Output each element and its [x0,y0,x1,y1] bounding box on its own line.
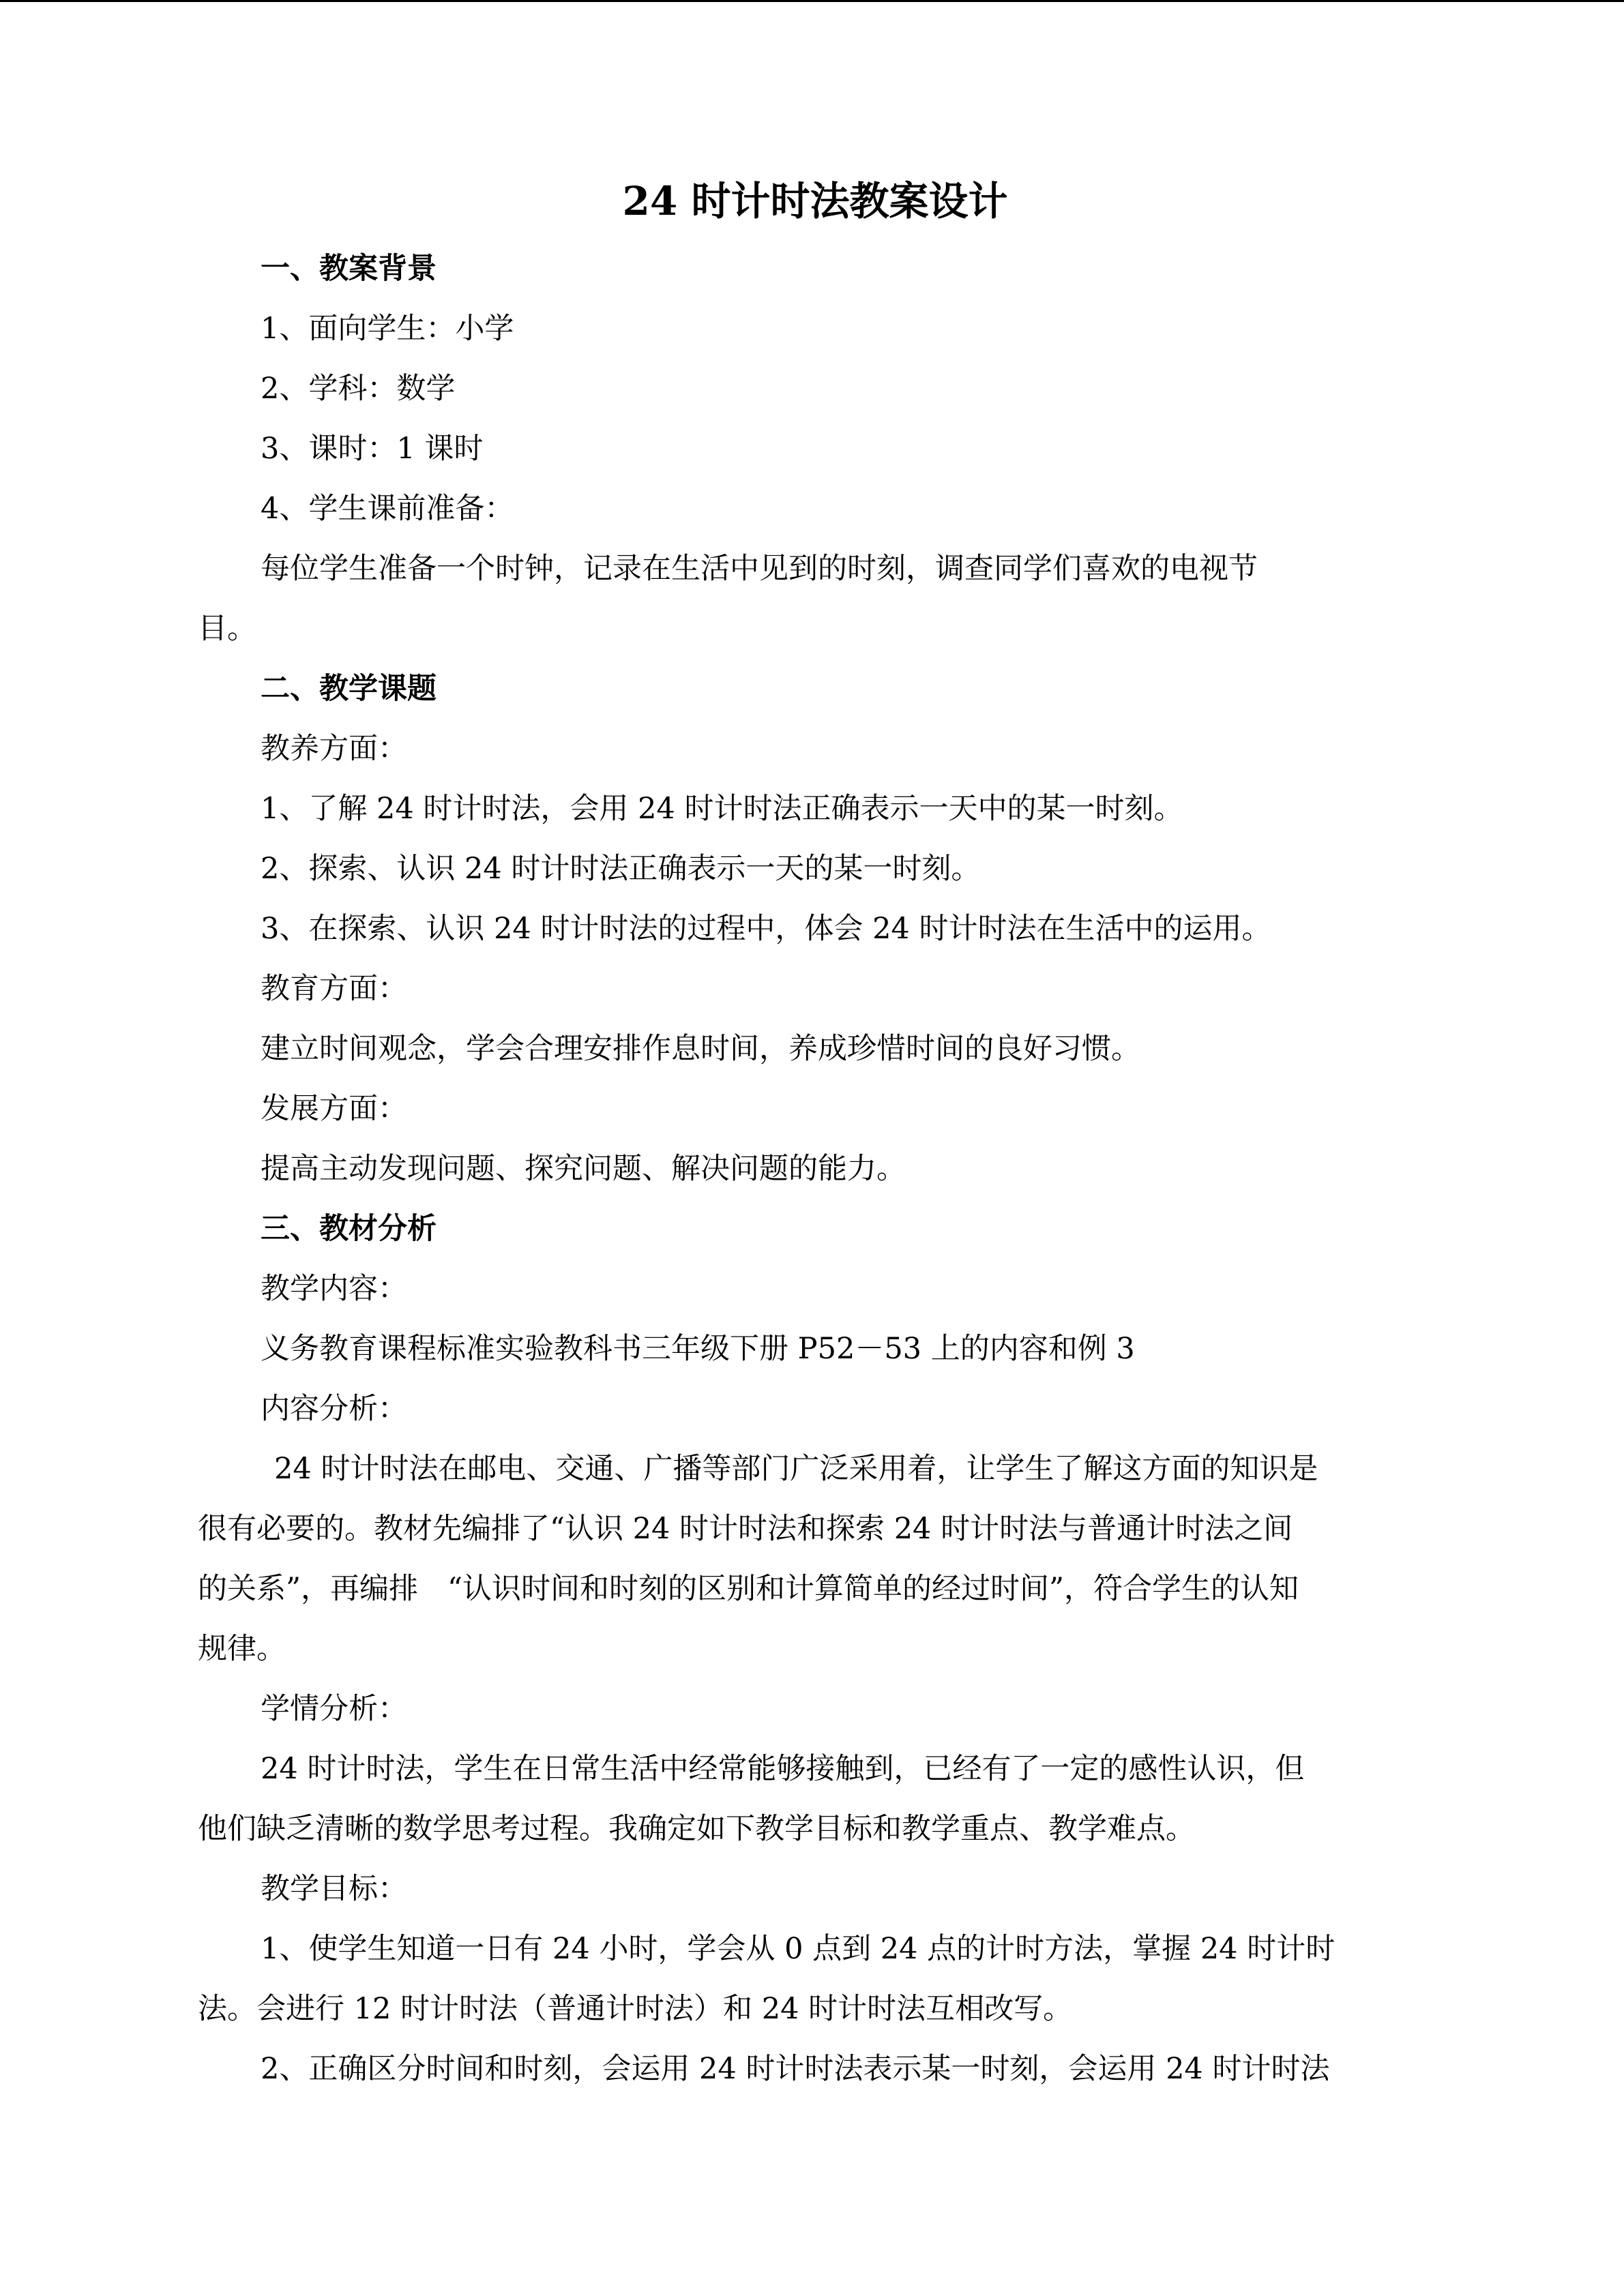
section-heading-background: 一、教案背景 [261,252,437,286]
subheading-teaching-content: 教学内容： [261,1272,407,1306]
subheading-student-analysis: 学情分析： [261,1692,407,1726]
goal-item-1: 1、了解 24 时计时法，会用 24 时计时法正确表示一天中的某一时刻。 [261,792,1183,826]
objective-1-line-1: 1、使学生知道一日有 24 小时，学会从 0 点到 24 点的计时方法，掌握 24 时计时 [261,1932,1335,1966]
student-analysis-line-1: 24 时计时法，学生在日常生活中经常能够接触到，已经有了一定的感性认识，但 [261,1752,1305,1786]
goal-item-2: 2、探索、认识 24 时计时法正确表示一天的某一时刻。 [261,852,981,886]
subheading-education: 教育方面： [261,972,407,1006]
content-analysis-line-3: 的关系”，再编排 “认识时间和时刻的区别和计算简单的经过时间”，符合学生的认知 [198,1572,1299,1606]
section-heading-topic: 二、教学课题 [261,672,437,706]
content-analysis-line-4: 规律。 [198,1632,286,1666]
goal-item-3: 3、在探索、认识 24 时计时法的过程中，体会 24 时计时法在生活中的运用。 [261,912,1271,946]
development-text: 提高主动发现问题、探究问题、解决问题的能力。 [261,1152,906,1186]
item-student-preparation: 4、学生课前准备： [261,492,514,526]
student-analysis-line-2: 他们缺乏清晰的数学思考过程。我确定如下教学目标和教学重点、教学难点。 [198,1812,1195,1846]
content-analysis-line-2: 很有必要的。教材先编排了“认识 24 时计时法和探索 24 时计时法与普通计时法之间 [198,1512,1293,1546]
teaching-content-text: 义务教育课程标准实验教科书三年级下册 P52－53 上的内容和例 3 [261,1332,1135,1366]
document-title: 24 时计时法教案设计 [622,178,1008,224]
subheading-teaching-objectives: 教学目标： [261,1872,407,1906]
item-class-hours: 3、课时：1 课时 [261,432,484,466]
preparation-text-line-1: 每位学生准备一个时钟，记录在生活中见到的时刻，调查同学们喜欢的电视节 [261,552,1258,586]
objective-1-line-2: 法。会进行 12 时计时法（普通计时法）和 24 时计时法互相改写。 [198,1992,1073,2026]
item-target-students: 1、面向学生：小学 [261,312,514,346]
education-text: 建立时间观念，学会合理安排作息时间，养成珍惜时间的良好习惯。 [261,1032,1140,1066]
section-heading-material-analysis: 三、教材分析 [261,1212,437,1246]
subheading-content-analysis: 内容分析： [261,1392,407,1426]
subheading-cultivation: 教养方面： [261,732,407,766]
objective-2-line-1: 2、正确区分时间和时刻，会运用 24 时计时法表示某一时刻，会运用 24 时计时法 [261,2052,1330,2086]
content-analysis-line-1: 24 时计时法在邮电、交通、广播等部门广泛采用着，让学生了解这方面的知识是 [274,1452,1318,1486]
page-top-border [0,0,1624,2]
subheading-development: 发展方面： [261,1092,407,1126]
item-subject: 2、学科：数学 [261,372,456,406]
document-page [198,164,1432,2099]
preparation-text-line-2: 目。 [198,612,256,646]
